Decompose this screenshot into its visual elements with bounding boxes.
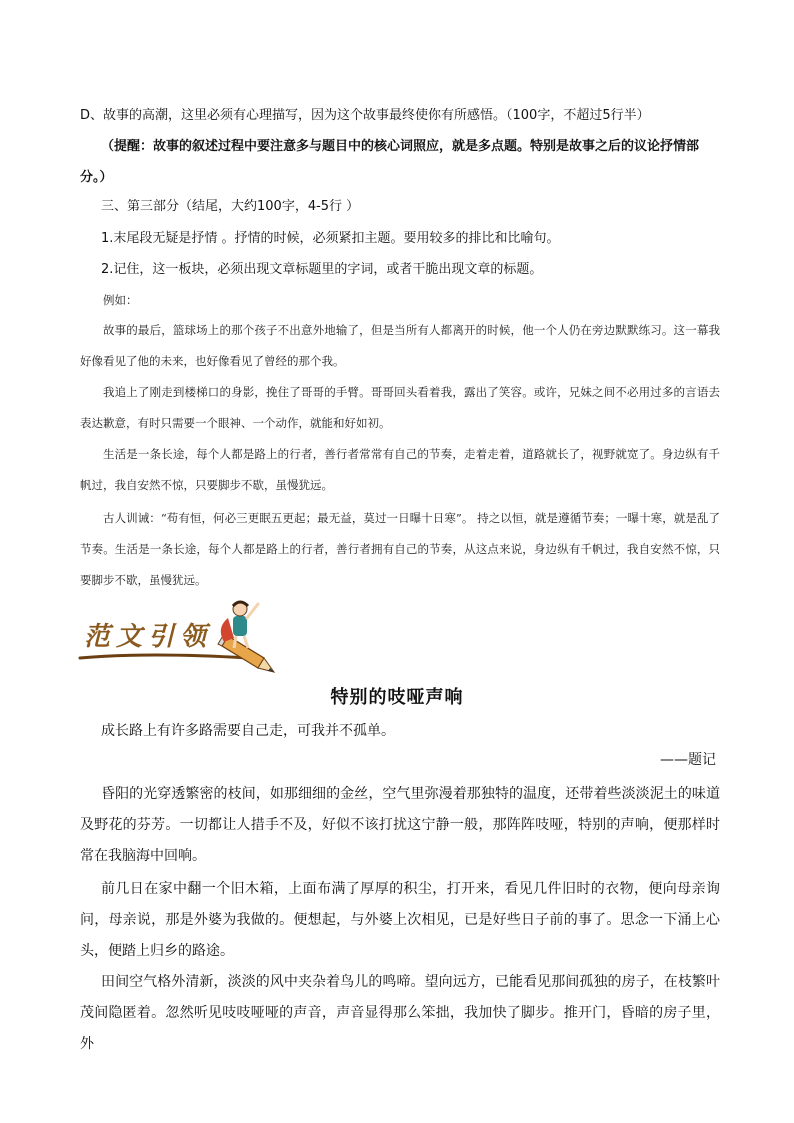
example-1: 故事的最后，篮球场上的那个孩子不出意外地输了，但是当所有人都离开的时候，他一个人仍在旁边默默练习。这一幕我好像看见了他的未来，也好像看见了曾经的那个我。 bbox=[80, 323, 720, 368]
essay-title: 特别的吱哑声响 bbox=[330, 687, 464, 708]
banner-text: 范文引领 bbox=[84, 622, 213, 652]
example-2: 我追上了刚走到楼梯口的身影，挽住了哥哥的手臂。哥哥回头看着我，露出了笑容。或许，兄妹之间不必用过多的言语去表达歉意，有时只需要一个眼神、一个动作，就能和好如初。 bbox=[80, 385, 720, 430]
reminder-note: （提醒：故事的叙述过程中要注意多与题目中的核心词照应，就是多点题。特别是故事之后的议论抒情部分。） bbox=[80, 139, 700, 185]
example-4: 古人训诫：“苟有恒，何必三更眠五更起；最无益，莫过一日曝十日寒”。 持之以恒，就是遵循节奏；一曝十寒，就是乱了节奏。生活是一条长途，每个人都是路上的行者，善行者拥有自己的节奏，从这点来说，身边纵有千帆过，我自安然不惊，只要脚步不歇，虽慢犹远。 bbox=[80, 511, 720, 587]
paragraph-1: 昏阳的光穿透繁密的枝间，如那细细的金丝，空气里弥漫着那独特的温度，还带着些淡淡泥土的味道及野花的芬芳。一切都让人措手不及，好似不该打扰这宁静一般，那阵阵吱哑，特别的声响，便那样时常在我脑海中回响。 bbox=[80, 786, 720, 864]
section-banner bbox=[78, 598, 278, 678]
point-2: 2.记住，这一板块，必须出现文章标题里的字词，或者干脆出现文章的标题。 bbox=[101, 262, 543, 277]
example-3: 生活是一条长途，每个人都是路上的行者，善行者常常有自己的节奏，走着走着，道路就长了，视野就宽了。身边纵有千帆过，我自安然不惊，只要脚步不歇，虽慢犹远。 bbox=[80, 447, 720, 492]
epigraph-signature: ——题记 bbox=[660, 752, 716, 768]
part3-heading: 三、第三部分（结尾，大约100字，4-5行 ） bbox=[101, 199, 360, 214]
paragraph-3: 田间空气格外清新，淡淡的风中夹杂着鸟儿的鸣啼。望向远方，已能看见那间孤独的房子，在枝繁叶茂间隐匿着。忽然听见吱吱哑哑的声音，声音显得那么笨拙，我加快了脚步。推开门，昏暗的房子里，外 bbox=[80, 974, 720, 1052]
point-1: 1.末尾段无疑是抒情 。抒情的时候，必须紧扣主题。要用较多的排比和比喻句。 bbox=[101, 231, 560, 246]
example-label: 例如： bbox=[103, 293, 138, 307]
instruction-d: D、故事的高潮，这里必须有心理描写，因为这个故事最终使你有所感悟。（100字，不超过5行半） bbox=[80, 108, 650, 123]
epigraph: 成长路上有许多路需要自己走，可我并不孤单。 bbox=[101, 723, 395, 739]
paragraph-2: 前几日在家中翻一个旧木箱，上面布满了厚厚的积尘，打开来，看见几件旧时的衣物，便向母亲询问，母亲说，那是外婆为我做的。便想起，与外婆上次相见，已是好些日子前的事了。思念一下涌上心头，便踏上归乡的路途。 bbox=[80, 881, 720, 959]
